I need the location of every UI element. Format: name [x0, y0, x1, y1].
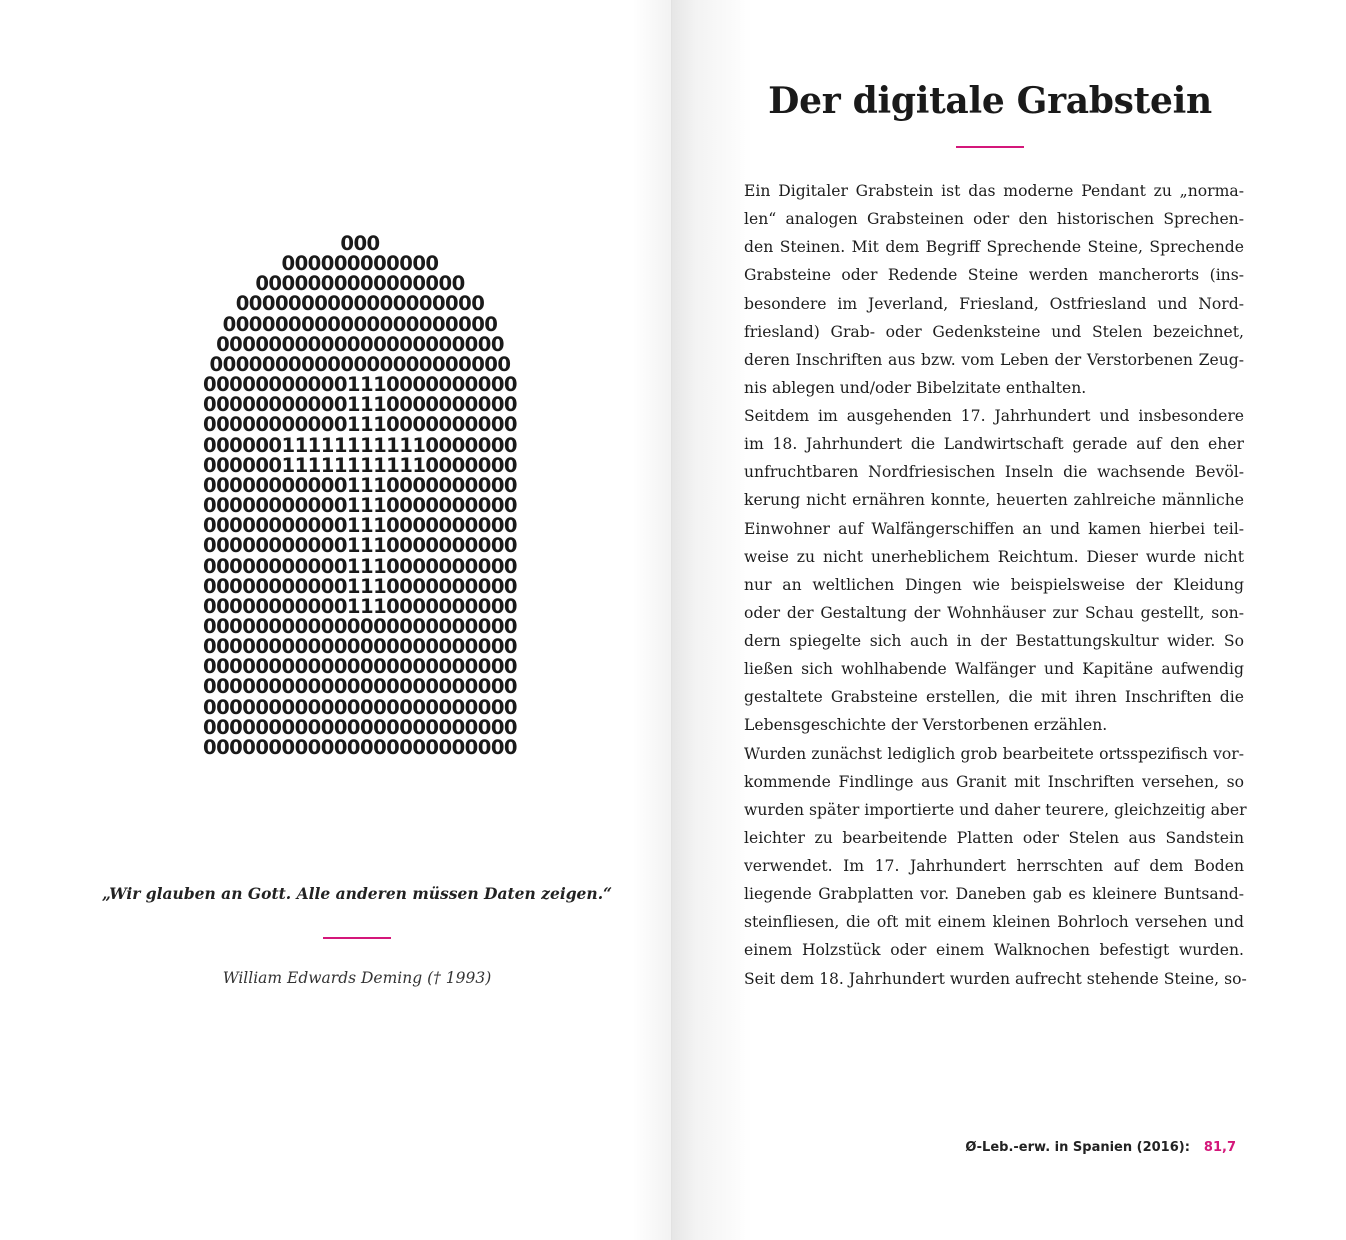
binary-row: 000000000000000000000000: [202, 675, 518, 699]
binary-row: 000000000001110000000000: [202, 554, 518, 578]
binary-row: 000000000000000000000000: [202, 655, 518, 679]
binary-row: 000000000000000000000000: [202, 614, 518, 638]
footer-value: 81,7: [1203, 1140, 1236, 1155]
body-line: Ein Digitaler Grabstein ist das moderne Pendant zu „norma-: [744, 182, 1244, 200]
quote-divider: [323, 937, 391, 939]
binary-row: 0000000000000000: [255, 272, 465, 296]
body-line: friesland) Grab- oder Gedenksteine und Stelen bezeichnet,: [744, 322, 1244, 341]
binary-row: 000000111111111110000000: [202, 433, 518, 457]
binary-row: 000000000001110000000000: [202, 514, 518, 538]
body-line: Seitdem im ausgehenden 17. Jahrhundert und insbesondere: [744, 407, 1244, 425]
body-text: [744, 177, 1247, 993]
body-line: liegende Grabplatten vor. Daneben gab es kleinere Buntsand-: [744, 885, 1244, 904]
body-line: Einwohner auf Walfängerschiffen an und kamen hierbei teil-: [744, 519, 1244, 538]
body-line: Grabsteine oder Redende Steine werden mancherorts (ins-: [744, 266, 1244, 285]
body-line: Wurden zunächst lediglich grob bearbeitete ortsspezifisch vor-: [744, 744, 1244, 763]
body-line: verwendet. Im 17. Jahrhundert herrschten auf dem Boden: [744, 857, 1244, 875]
body-line: kommende Findlinge aus Granit mit Inschriften versehen, so: [744, 772, 1244, 791]
body-line: kerung nicht ernähren konnte, heuerten zahlreiche männliche: [744, 491, 1244, 510]
page-title: Der digitale Grabstein: [768, 80, 1212, 122]
body-line: unfruchtbaren Nordfriesischen Inseln die wachsende Bevöl-: [744, 463, 1244, 482]
body-line: dern spiegelte sich auch in der Bestattungskultur wider. So: [744, 632, 1244, 650]
binary-row: 000000000001110000000000: [202, 393, 518, 417]
binary-row: 000000000001110000000000: [202, 413, 518, 437]
binary-row: 000000000001110000000000: [202, 473, 518, 497]
binary-row: 000000000000: [281, 252, 439, 276]
body-line: leichter zu bearbeitende Platten oder Stelen aus Sandstein: [744, 828, 1244, 847]
body-line: einem Holzstück oder einem Walknochen befestigt wurden.: [744, 941, 1244, 960]
body-line: ließen sich wohlhabende Walfänger und Kapitäne aufwendig: [744, 660, 1244, 679]
body-line: im 18. Jahrhundert die Landwirtschaft gerade auf den eher: [744, 435, 1244, 454]
page-footer: [965, 1138, 1236, 1158]
binary-gravestone-art: [203, 234, 517, 758]
binary-row: 000000000000000000000000: [202, 735, 518, 759]
body-line: wurden später importierte und daher teurere, gleichzeitig aber: [744, 800, 1247, 819]
body-line: besondere im Jeverland, Friesland, Ostfriesland und Nord-: [744, 294, 1244, 313]
body-line: nur an weltlichen Dingen wie beispielsweise der Kleidung: [744, 575, 1244, 594]
body-line: nis ablegen und/oder Bibelzitate enthalten.: [744, 378, 1087, 397]
left-page: [0, 0, 672, 1240]
binary-row: 000000000000000000000000: [202, 635, 518, 659]
binary-row: 000000000001110000000000: [202, 534, 518, 558]
body-line: oder der Gestaltung der Wohnhäuser zur Schau gestellt, son-: [744, 603, 1244, 622]
binary-row: 0000000000000000000: [235, 292, 485, 316]
binary-row: 000000000000000000000: [222, 312, 498, 336]
footer-label: Ø-Leb.-erw. in Spanien (2016):: [965, 1140, 1190, 1155]
body-line: Lebensgeschichte der Verstorbenen erzählen.: [744, 716, 1108, 735]
quote-author: William Edwards Deming († 1993): [222, 969, 492, 987]
body-line: len“ analogen Grabsteinen oder den historischen Sprechen-: [744, 210, 1244, 229]
binary-row: 000000111111111110000000: [202, 453, 518, 477]
binary-row: 000000000000000000000000: [202, 695, 518, 719]
binary-row: 000000000000000000000000: [202, 715, 518, 739]
binary-row: 000: [340, 232, 380, 255]
body-line: gestaltete Grabsteine erstellen, die mit ihren Inschriften die: [744, 688, 1244, 707]
binary-row: 000000000001110000000000: [202, 373, 518, 397]
body-line: deren Inschriften aus bzw. vom Leben der Verstorbenen Zeug-: [744, 350, 1244, 369]
binary-row: 000000000001110000000000: [202, 574, 518, 598]
binary-row: 000000000001110000000000: [202, 594, 518, 618]
body-line: den Steinen. Mit dem Begriff Sprechende Steine, Sprechende: [744, 238, 1244, 257]
binary-row: 0000000000000000000000: [216, 332, 504, 356]
quote-text: „Wir glauben an Gott. Alle anderen müssen Daten zeigen.“: [101, 884, 613, 903]
body-line: steinfliesen, die oft mit einem kleinen Bohrloch versehen und: [744, 913, 1244, 932]
body-line: weise zu nicht unerheblichem Reichtum. Dieser wurde nicht: [744, 547, 1244, 566]
binary-row: 00000000000000000000000: [209, 352, 511, 376]
body-line: Seit dem 18. Jahrhundert wurden aufrecht stehende Steine, so-: [744, 969, 1247, 988]
title-divider: [956, 146, 1024, 148]
binary-row: 000000000001110000000000: [202, 494, 518, 518]
